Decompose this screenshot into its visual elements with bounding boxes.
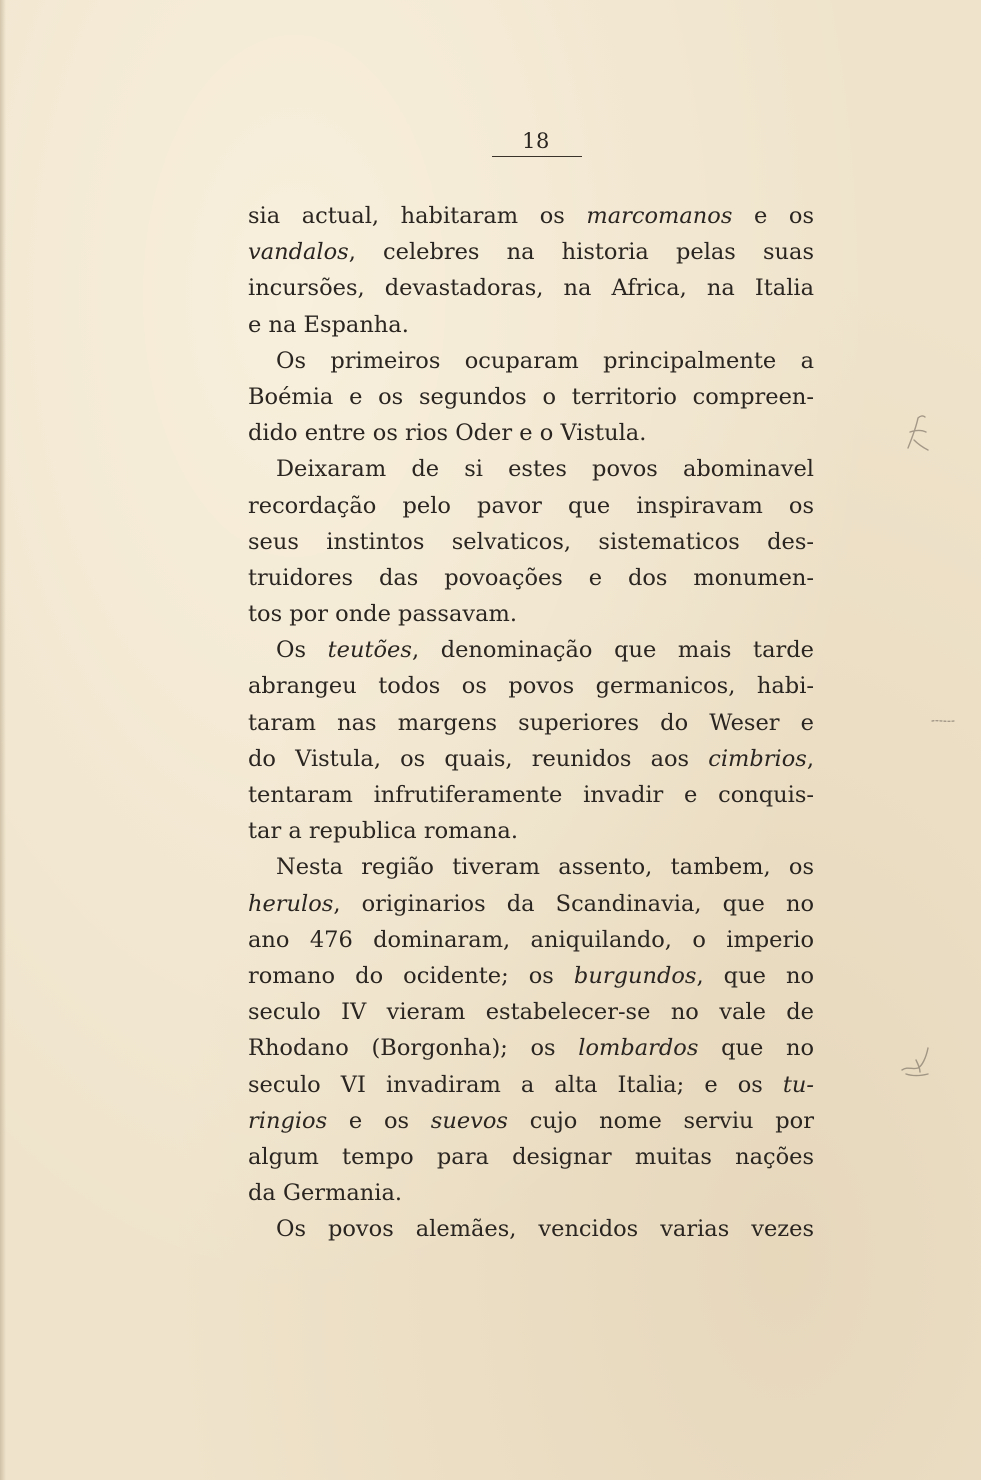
text-line — [248, 379, 814, 415]
text-segment: da Germania. — [248, 1180, 403, 1207]
text-segment: seculo IV vieram estabelecer-se no vale de — [248, 999, 814, 1026]
text-line — [248, 958, 814, 994]
text-segment: Os primeiros ocuparam principalmente a — [276, 347, 814, 374]
italic-term: herulos — [248, 890, 334, 917]
italic-term: lombardos — [578, 1035, 699, 1062]
body-text — [248, 198, 814, 1247]
text-segment: taram nas margens superiores do Weser e — [248, 709, 814, 736]
pencil-mark-icon — [898, 410, 932, 454]
text-line — [248, 1139, 814, 1175]
text-segment: Os — [276, 637, 328, 664]
text-line — [248, 741, 814, 777]
italic-term: marcomanos — [586, 203, 733, 229]
text-segment: Deixaram de si estes povos abominavel — [276, 456, 814, 483]
text-line — [248, 1175, 814, 1211]
text-segment: algum tempo para designar muitas nações — [248, 1143, 814, 1170]
text-line — [248, 270, 814, 306]
text-segment: tar a republica romana. — [248, 818, 518, 845]
text-line — [248, 922, 814, 958]
text-segment: seus instintos selvaticos, sistematicos des- — [248, 528, 814, 555]
text-segment: dido entre os rios Oder e o Vistula. — [248, 420, 647, 447]
text-segment: , celebres na historia pelas suas — [348, 239, 814, 266]
text-segment: truidores das povoações e dos monumen- — [248, 564, 814, 591]
text-segment: , denominação que mais tarde — [411, 637, 814, 664]
text-line — [248, 560, 814, 596]
page-edge-shadow — [0, 0, 6, 1480]
text-line — [248, 524, 814, 560]
text-segment: recordação pelo pavor que inspiravam os — [248, 492, 814, 519]
italic-term: teutões — [327, 637, 412, 664]
text-segment: seculo VI invadiram a alta Italia; e os — [248, 1071, 783, 1098]
text-line — [248, 994, 814, 1030]
text-line — [248, 451, 814, 487]
text-segment: Rhodano (Borgonha); os — [248, 1035, 579, 1062]
text-line — [248, 849, 814, 885]
text-segment: tentaram infrutiferamente invadir e conquis- — [248, 782, 814, 808]
italic-term: ringios — [248, 1107, 328, 1134]
text-segment: , que no — [696, 962, 814, 989]
italic-term: suevos — [430, 1107, 508, 1134]
text-segment: sia actual, habitaram os — [248, 203, 587, 229]
text-line — [248, 198, 814, 234]
italic-term: burgundos — [573, 962, 697, 989]
pencil-mark-icon — [898, 1040, 932, 1084]
text-line — [248, 632, 814, 668]
text-line — [248, 596, 814, 632]
text-line — [248, 777, 814, 813]
italic-term: cimbrios — [708, 745, 807, 772]
text-segment: incursões, devastadoras, na Africa, na Italia — [248, 275, 814, 302]
text-segment: do Vistula, os quais, reunidos aos — [248, 745, 709, 772]
text-line — [248, 1067, 814, 1103]
text-segment: que no — [698, 1035, 814, 1062]
pencil-dash-icon — [930, 716, 956, 726]
text-segment: romano do ocidente; os — [248, 962, 574, 989]
text-line — [248, 705, 814, 741]
italic-term: tu- — [782, 1071, 814, 1098]
text-segment: ano 476 dominaram, aniquilando, o imperio — [248, 926, 814, 953]
italic-term: vandalos — [248, 239, 349, 266]
text-segment: Os povos alemães, vencidos varias vezes — [276, 1216, 814, 1243]
text-segment: e os — [732, 203, 814, 229]
text-segment: abrangeu todos os povos germanicos, habi- — [248, 673, 814, 700]
text-line — [248, 1211, 814, 1247]
text-line — [248, 813, 814, 849]
text-line — [248, 1103, 814, 1139]
text-line — [248, 886, 814, 922]
text-line — [248, 307, 814, 343]
text-segment: e os — [327, 1107, 431, 1134]
text-line — [248, 343, 814, 379]
text-segment: , originarios da Scandinavia, que no — [333, 890, 814, 917]
page-number: 18 — [522, 129, 550, 153]
page-number-rule — [492, 156, 582, 157]
text-segment: tos por onde passavam. — [248, 601, 517, 628]
text-line — [248, 668, 814, 704]
text-segment: cujo nome serviu por — [507, 1107, 814, 1134]
text-segment: Nesta região tiveram assento, tambem, os — [276, 854, 814, 881]
text-segment: e na Espanha. — [248, 311, 409, 338]
text-line — [248, 1030, 814, 1066]
text-line — [248, 234, 814, 270]
text-line — [248, 488, 814, 524]
text-segment: Boémia e os segundos o territorio compreen- — [248, 383, 814, 410]
text-segment: , — [806, 745, 814, 772]
text-line — [248, 415, 814, 451]
